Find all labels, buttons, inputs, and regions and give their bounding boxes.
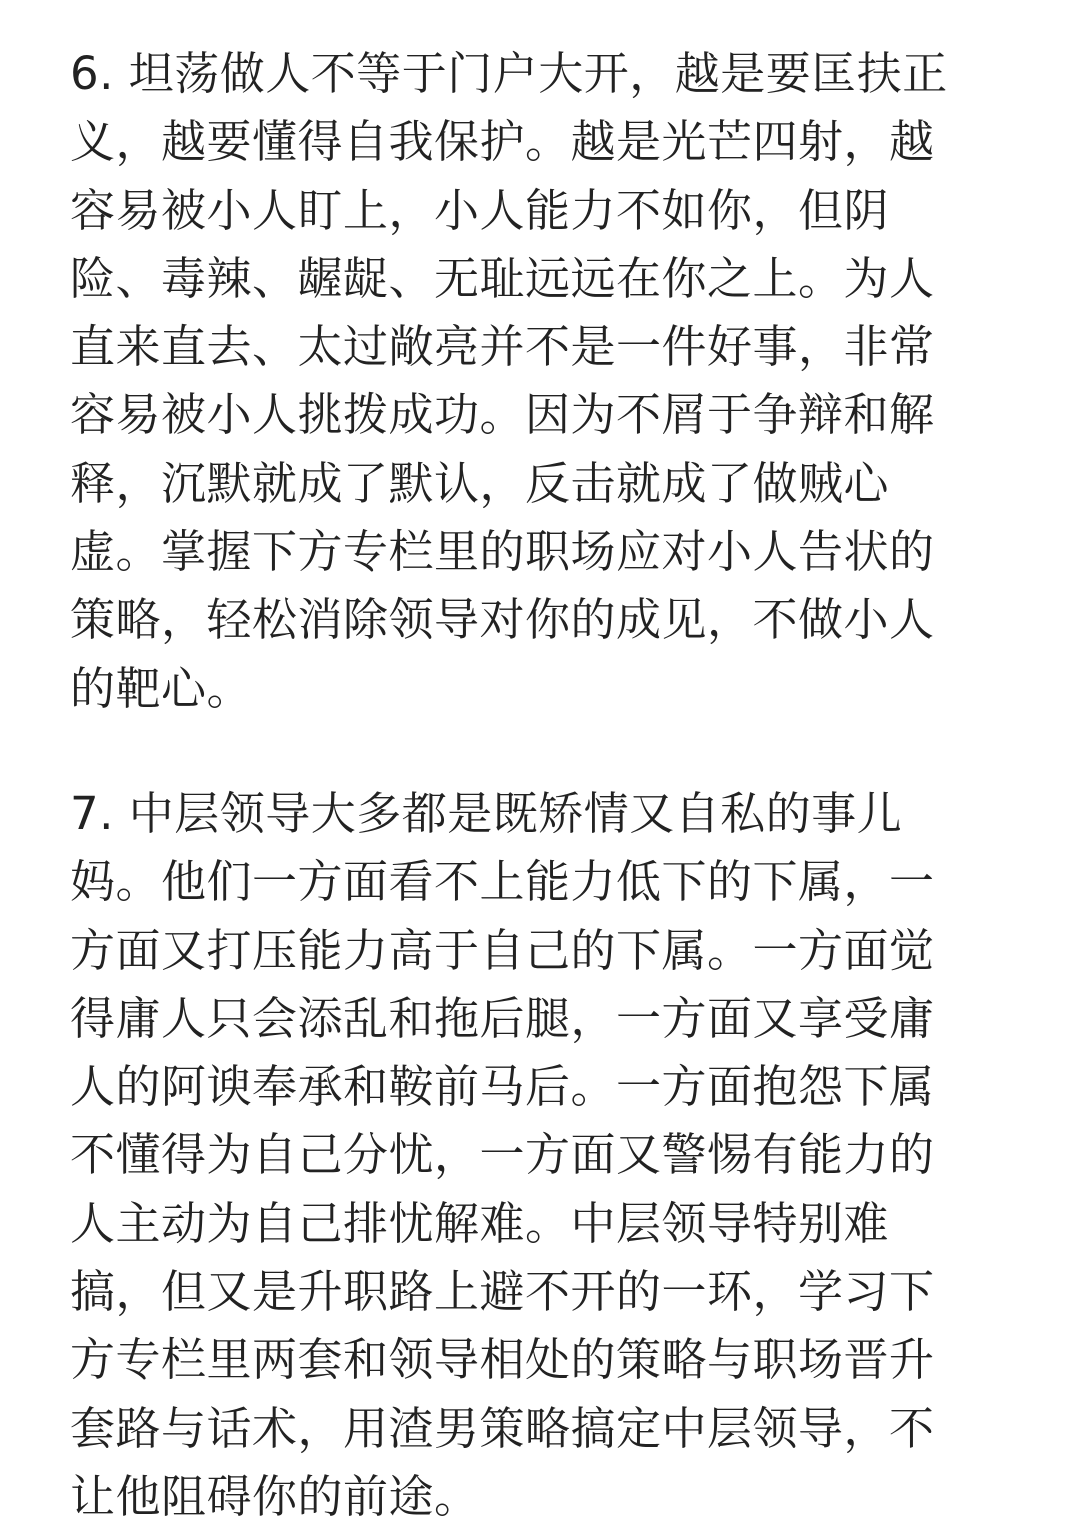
text-line: 险、毒辣、龌龊、无耻远远在你之上。为人: [70, 251, 935, 305]
text-line: 让他阻碍你的前途。: [70, 1469, 480, 1523]
text-line: 方专栏里两套和领导相处的策略与职场晋升: [70, 1333, 935, 1387]
text-line: 直来直去、太过敞亮并不是一件好事，非常: [70, 320, 935, 374]
text-line: 义，越要懂得自我保护。越是光芒四射，越: [70, 115, 935, 169]
text-line: 7. 中层领导大多都是既矫情又自私的事儿: [70, 787, 903, 840]
text-line: 容易被小人挑拨成功。因为不屑于争辩和解: [70, 388, 935, 442]
text-line: 不懂得为自己分忧，一方面又警惕有能力的: [70, 1128, 935, 1182]
text-line: 方面又打压能力高于自己的下属。一方面觉: [70, 923, 935, 977]
text-line: 释，沉默就成了默认，反击就成了做贼心: [70, 456, 890, 510]
paragraph-7: [70, 780, 935, 1531]
text-line: 容易被小人盯上，小人能力不如你，但阴: [70, 183, 890, 237]
text-line: 虚。掌握下方专栏里的职场应对小人告状的: [70, 525, 935, 579]
text-line: 人的阿谀奉承和鞍前马后。一方面抱怨下属: [70, 1060, 935, 1114]
text-line: 的靶心。: [70, 661, 253, 715]
text-line: 套路与话术，用渣男策略搞定中层领导，不: [70, 1401, 935, 1455]
text-line: 得庸人只会添乱和拖后腿，一方面又享受庸: [70, 991, 935, 1045]
text-line: 人主动为自己排忧解难。中层领导特别难: [70, 1196, 890, 1250]
text-line: 搞，但又是升职路上避不开的一环，学习下: [70, 1265, 935, 1319]
text-line: 策略，轻松消除领导对你的成见，不做小人: [70, 593, 935, 647]
text-line: 6. 坦荡做人不等于门户大开，越是要匡扶正: [70, 47, 948, 100]
text-line: 妈。他们一方面看不上能力低下的下属，一: [70, 855, 935, 909]
paragraph-6: [70, 40, 948, 723]
